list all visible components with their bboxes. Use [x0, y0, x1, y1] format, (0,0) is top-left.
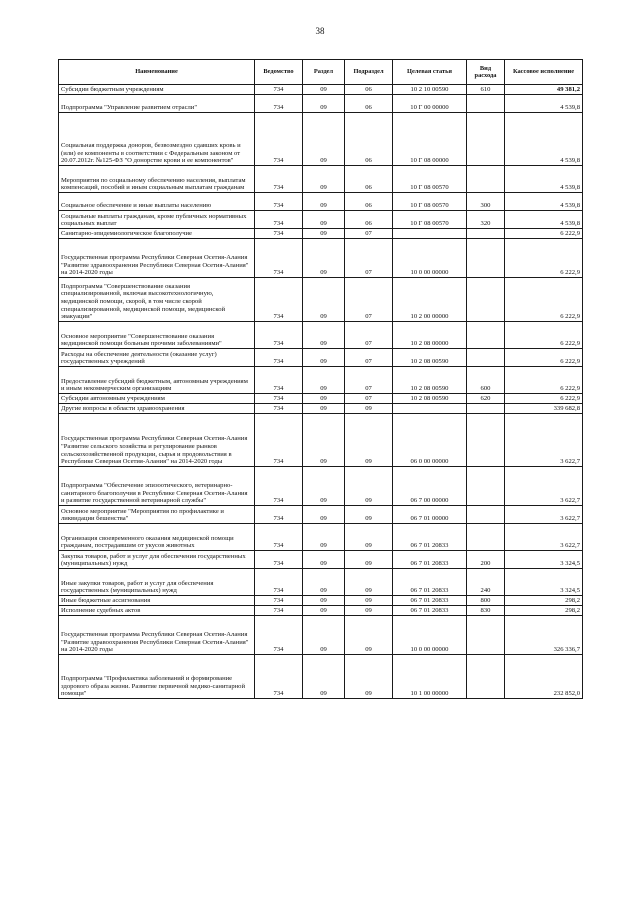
- cell-section: 09: [303, 278, 345, 322]
- cell-target: 06 7 01 20833: [393, 596, 467, 606]
- cell-dept: 734: [255, 193, 303, 211]
- cell-dept: 734: [255, 404, 303, 414]
- cell-section: 09: [303, 394, 345, 404]
- cell-amount: 6 222,9: [505, 278, 583, 322]
- cell-dept: 734: [255, 349, 303, 367]
- table-row: [59, 193, 583, 211]
- cell-target: 10 Г 08 00570: [393, 166, 467, 193]
- cell-section: 09: [303, 616, 345, 655]
- cell-target: 10 Г 00 00000: [393, 95, 467, 113]
- cell-section: 09: [303, 596, 345, 606]
- header-target: Целевая статья: [393, 60, 467, 85]
- cell-name: Субсидии бюджетным учреждениям: [59, 85, 255, 95]
- header-subsection: Подраздел: [345, 60, 393, 85]
- table-row: [59, 211, 583, 229]
- cell-dept: 734: [255, 229, 303, 239]
- cell-section: 09: [303, 524, 345, 551]
- cell-dept: 734: [255, 239, 303, 278]
- table-row: [59, 506, 583, 524]
- table-row: [59, 404, 583, 414]
- table-row: [59, 606, 583, 616]
- cell-dept: 734: [255, 551, 303, 569]
- cell-amount: 4 539,8: [505, 166, 583, 193]
- table-row: [59, 414, 583, 467]
- cell-dept: 734: [255, 367, 303, 394]
- cell-name: Иные закупки товаров, работ и услуг для обеспечения государственных (муниципальных) нужд: [59, 569, 255, 596]
- cell-target: 06 7 00 00000: [393, 467, 467, 506]
- cell-target: 10 Г 08 00570: [393, 211, 467, 229]
- cell-subsection: 06: [345, 166, 393, 193]
- cell-kind: 610: [467, 85, 505, 95]
- cell-section: 09: [303, 113, 345, 166]
- cell-kind: [467, 404, 505, 414]
- cell-section: 09: [303, 229, 345, 239]
- cell-name: Мероприятия по социальному обеспечению населения, выплатам компенсаций, пособий и иным социальным выплатам гражданам: [59, 166, 255, 193]
- cell-amount: 3 622,7: [505, 524, 583, 551]
- cell-amount: 3 324,5: [505, 569, 583, 596]
- cell-name: Предоставление субсидий бюджетным, автономным учреждениям и иным некоммерческим организациям: [59, 367, 255, 394]
- cell-target: 10 2 10 00590: [393, 85, 467, 95]
- cell-target: 06 7 01 20833: [393, 524, 467, 551]
- table-row: [59, 278, 583, 322]
- cell-name: Государственная программа Республики Северная Осетия-Алания "Развитие здравоохранения Республики Северная Осетия-Алания" на 2014-2020 годы: [59, 616, 255, 655]
- cell-amount: 326 336,7: [505, 616, 583, 655]
- cell-subsection: 09: [345, 506, 393, 524]
- cell-subsection: 06: [345, 113, 393, 166]
- table-row: [59, 85, 583, 95]
- cell-name: Субсидии автономным учреждениям: [59, 394, 255, 404]
- table-row: [59, 569, 583, 596]
- cell-amount: 6 222,9: [505, 229, 583, 239]
- cell-amount: 232 852,0: [505, 655, 583, 699]
- cell-subsection: 07: [345, 278, 393, 322]
- cell-target: [393, 229, 467, 239]
- cell-kind: 830: [467, 606, 505, 616]
- cell-subsection: 07: [345, 239, 393, 278]
- cell-subsection: 07: [345, 229, 393, 239]
- table-row: [59, 349, 583, 367]
- cell-target: 10 2 08 00590: [393, 367, 467, 394]
- cell-dept: 734: [255, 85, 303, 95]
- cell-target: 10 2 08 00590: [393, 349, 467, 367]
- cell-subsection: 07: [345, 367, 393, 394]
- cell-target: 06 7 01 20833: [393, 551, 467, 569]
- table-row: [59, 616, 583, 655]
- cell-subsection: 09: [345, 596, 393, 606]
- cell-dept: 734: [255, 524, 303, 551]
- cell-dept: 734: [255, 113, 303, 166]
- cell-target: 10 0 00 00000: [393, 616, 467, 655]
- cell-dept: 734: [255, 322, 303, 349]
- cell-amount: 339 682,8: [505, 404, 583, 414]
- cell-target: 06 7 01 20833: [393, 569, 467, 596]
- cell-target: 10 Г 08 00000: [393, 113, 467, 166]
- cell-section: 09: [303, 551, 345, 569]
- cell-amount: 4 539,8: [505, 113, 583, 166]
- cell-kind: [467, 506, 505, 524]
- cell-kind: [467, 113, 505, 166]
- cell-kind: 240: [467, 569, 505, 596]
- cell-subsection: 07: [345, 349, 393, 367]
- cell-amount: 298,2: [505, 596, 583, 606]
- cell-kind: 800: [467, 596, 505, 606]
- cell-name: Подпрограмма "Обеспечение эпизоотического, ветеринарно-санитарного благополучия в Республике Северная Осетия-Алания и развитие государственной ветеринарной службы": [59, 467, 255, 506]
- cell-name: Государственная программа Республики Северная Осетия-Алания "Развитие сельского хозяйства и регулирование рынков сельскохозяйственной продукции, сырья и продовольствия в Республике Северная Осетия-Алания" на 2014-2020 годы: [59, 414, 255, 467]
- cell-kind: 320: [467, 211, 505, 229]
- cell-section: 09: [303, 569, 345, 596]
- header-kind: Вид расхода: [467, 60, 505, 85]
- budget-table: [58, 59, 583, 699]
- cell-target: 10 Г 08 00570: [393, 193, 467, 211]
- cell-kind: [467, 229, 505, 239]
- table-header-row: [59, 60, 583, 85]
- cell-name: Подпрограмма "Управление развитием отрасли": [59, 95, 255, 113]
- cell-name: Подпрограмма "Совершенствование оказания специализированной, включая высокотехнологичную, медицинской помощи, скорой, в том числе скорой специализированной, медицинской помощи, медицинской эвакуации": [59, 278, 255, 322]
- cell-kind: [467, 166, 505, 193]
- header-dept: Ведомство: [255, 60, 303, 85]
- cell-name: Государственная программа Республики Северная Осетия-Алания "Развитие здравоохранения Республики Северная Осетия-Алания" на 2014-2020 годы: [59, 239, 255, 278]
- cell-amount: 3 324,5: [505, 551, 583, 569]
- table-row: [59, 322, 583, 349]
- cell-section: 09: [303, 239, 345, 278]
- cell-dept: 734: [255, 394, 303, 404]
- cell-section: 09: [303, 211, 345, 229]
- table-row: [59, 113, 583, 166]
- cell-name: Социальная поддержка доноров, безвозмездно сдавших кровь и (или) ее компоненты в соответствии с Федеральным законом от 20.07.2012г. №125-ФЗ "О донорстве крови и ее компонентов": [59, 113, 255, 166]
- table-row: [59, 367, 583, 394]
- table-row: [59, 551, 583, 569]
- table-row: [59, 95, 583, 113]
- cell-amount: 49 381,2: [505, 85, 583, 95]
- cell-section: 09: [303, 95, 345, 113]
- cell-subsection: 09: [345, 404, 393, 414]
- cell-kind: 200: [467, 551, 505, 569]
- cell-name: Иные бюджетные ассигнования: [59, 596, 255, 606]
- cell-kind: 620: [467, 394, 505, 404]
- cell-name: Санитарно-эпидемиологическое благополучие: [59, 229, 255, 239]
- cell-name: Социальные выплаты гражданам, кроме публичных нормативных социальных выплат: [59, 211, 255, 229]
- cell-amount: 4 539,8: [505, 211, 583, 229]
- cell-amount: 3 622,7: [505, 467, 583, 506]
- cell-name: Закупка товаров, работ и услуг для обеспечения государственных (муниципальных) нужд: [59, 551, 255, 569]
- cell-dept: 734: [255, 467, 303, 506]
- cell-dept: 734: [255, 655, 303, 699]
- cell-kind: [467, 524, 505, 551]
- header-amount: Кассовое исполнение: [505, 60, 583, 85]
- cell-subsection: 09: [345, 551, 393, 569]
- cell-dept: 734: [255, 606, 303, 616]
- cell-name: Социальное обеспечение и иные выплаты населению: [59, 193, 255, 211]
- cell-name: Исполнение судебных актов: [59, 606, 255, 616]
- cell-dept: 734: [255, 414, 303, 467]
- cell-subsection: 06: [345, 211, 393, 229]
- cell-dept: 734: [255, 616, 303, 655]
- table-row: [59, 394, 583, 404]
- cell-kind: 600: [467, 367, 505, 394]
- page-number: 38: [315, 26, 325, 36]
- cell-dept: 734: [255, 569, 303, 596]
- table-row: [59, 467, 583, 506]
- cell-section: 09: [303, 606, 345, 616]
- cell-name: Основное мероприятие "Мероприятия по профилактике и ликвидации бешенства": [59, 506, 255, 524]
- cell-amount: 6 222,9: [505, 367, 583, 394]
- header-name: Наименование: [59, 60, 255, 85]
- cell-target: 10 2 00 00000: [393, 278, 467, 322]
- cell-dept: 734: [255, 211, 303, 229]
- cell-target: 06 0 00 00000: [393, 414, 467, 467]
- table-row: [59, 239, 583, 278]
- cell-section: 09: [303, 506, 345, 524]
- cell-kind: [467, 349, 505, 367]
- cell-amount: 4 539,8: [505, 193, 583, 211]
- table-row: [59, 229, 583, 239]
- cell-dept: 734: [255, 596, 303, 606]
- cell-target: 10 0 00 00000: [393, 239, 467, 278]
- cell-target: 06 7 01 20833: [393, 606, 467, 616]
- cell-name: Организация своевременного оказания медицинской помощи гражданам, пострадавшим от укусов животных: [59, 524, 255, 551]
- cell-name: Расходы на обеспечение деятельности (оказание услуг) государственных учреждений: [59, 349, 255, 367]
- cell-target: [393, 404, 467, 414]
- cell-section: 09: [303, 349, 345, 367]
- cell-kind: [467, 655, 505, 699]
- cell-subsection: 07: [345, 394, 393, 404]
- cell-subsection: 09: [345, 524, 393, 551]
- cell-section: 09: [303, 322, 345, 349]
- cell-subsection: 09: [345, 569, 393, 596]
- table-row: [59, 655, 583, 699]
- cell-kind: [467, 467, 505, 506]
- cell-kind: [467, 278, 505, 322]
- cell-target: 10 2 08 00000: [393, 322, 467, 349]
- cell-amount: 3 622,7: [505, 506, 583, 524]
- cell-section: 09: [303, 367, 345, 394]
- table-row: [59, 596, 583, 606]
- cell-subsection: 09: [345, 467, 393, 506]
- cell-kind: [467, 95, 505, 113]
- table-row: [59, 524, 583, 551]
- table-body: [59, 85, 583, 699]
- cell-amount: 298,2: [505, 606, 583, 616]
- cell-subsection: 09: [345, 616, 393, 655]
- cell-subsection: 09: [345, 414, 393, 467]
- cell-subsection: 06: [345, 95, 393, 113]
- cell-subsection: 06: [345, 85, 393, 95]
- cell-section: 09: [303, 166, 345, 193]
- cell-amount: 6 222,9: [505, 349, 583, 367]
- cell-kind: [467, 616, 505, 655]
- cell-name: Подпрограмма "Профилактика заболеваний и формирование здорового образа жизни. Развитие первичной медико-санитарной помощи": [59, 655, 255, 699]
- cell-kind: [467, 239, 505, 278]
- cell-amount: 6 222,9: [505, 394, 583, 404]
- cell-dept: 734: [255, 278, 303, 322]
- cell-target: 10 2 08 00590: [393, 394, 467, 404]
- cell-dept: 734: [255, 95, 303, 113]
- cell-amount: 3 622,7: [505, 414, 583, 467]
- cell-amount: 6 222,9: [505, 322, 583, 349]
- cell-subsection: 07: [345, 322, 393, 349]
- cell-section: 09: [303, 85, 345, 95]
- cell-section: 09: [303, 193, 345, 211]
- cell-subsection: 06: [345, 193, 393, 211]
- cell-name: Основное мероприятие "Совершенствование оказания медицинской помощи больным прочими заболеваниями": [59, 322, 255, 349]
- cell-kind: [467, 322, 505, 349]
- cell-section: 09: [303, 414, 345, 467]
- cell-kind: 300: [467, 193, 505, 211]
- cell-name: Другие вопросы в области здравоохранения: [59, 404, 255, 414]
- cell-target: 06 7 01 00000: [393, 506, 467, 524]
- cell-target: 10 1 00 00000: [393, 655, 467, 699]
- cell-kind: [467, 414, 505, 467]
- cell-subsection: 09: [345, 655, 393, 699]
- cell-subsection: 09: [345, 606, 393, 616]
- cell-dept: 734: [255, 166, 303, 193]
- table-row: [59, 166, 583, 193]
- cell-dept: 734: [255, 506, 303, 524]
- cell-amount: 4 539,8: [505, 95, 583, 113]
- cell-section: 09: [303, 655, 345, 699]
- cell-section: 09: [303, 404, 345, 414]
- header-section: Раздел: [303, 60, 345, 85]
- cell-section: 09: [303, 467, 345, 506]
- cell-amount: 6 222,9: [505, 239, 583, 278]
